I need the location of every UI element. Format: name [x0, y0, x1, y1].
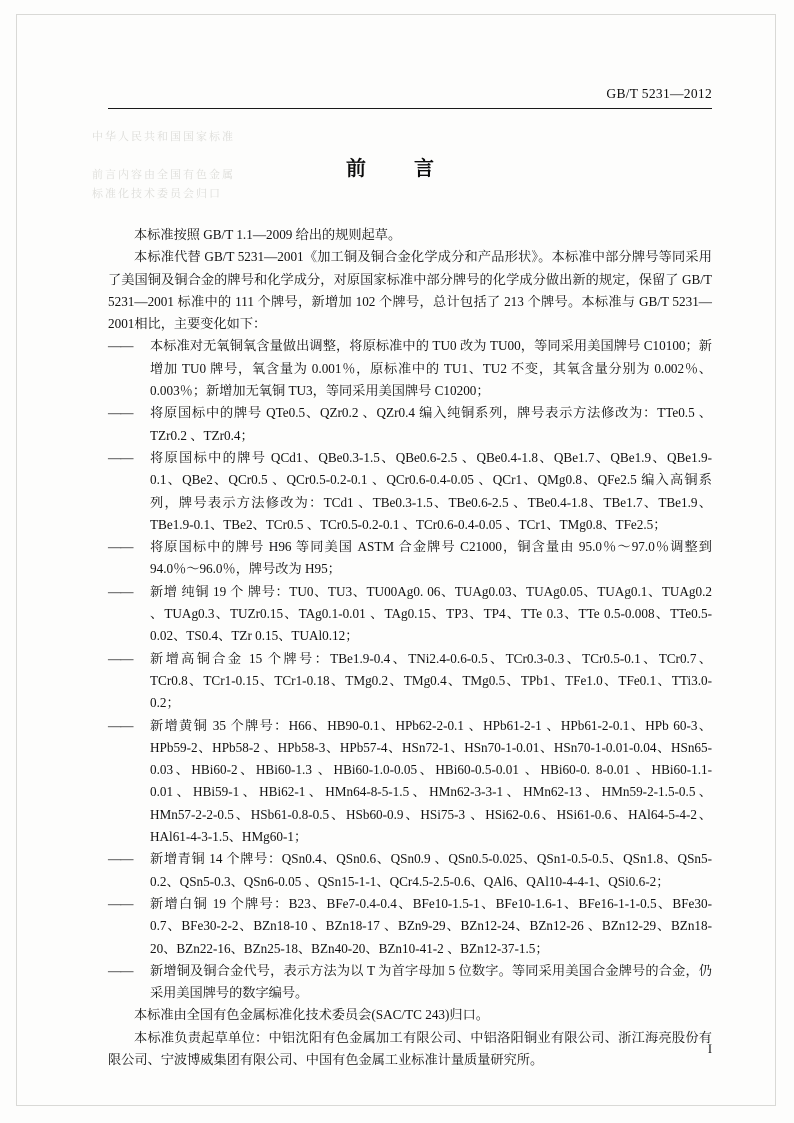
change-item [108, 648, 712, 715]
change-item [108, 536, 712, 581]
em-dash-marker: —— [108, 405, 133, 421]
header-standard-code: GB/T 5231—2012 [606, 86, 712, 101]
watermark-text: 中华人民共和国国家标准 前言内容由全国有色金属 标准化技术委员会归口 [92, 131, 235, 200]
header-divider [108, 108, 712, 109]
change-item [108, 335, 712, 402]
change-item-text: 新增黄铜 35 个牌号：H66、HB90-0.1、HPb62-2-0.1 、HPb61-2-1 、HPb61-2-0.1、HPb 60-3、HPb59-2、HPb58-2 、HPb58-3、HPb57-4、HSn72-1、HSn70-1-0.01、HSn70-1-0.01-0.04、HSn65-0.03、HBi60-2、HBi60-1.3 、HBi60-1.0-0.05、HBi60-0.5-0.01 、HBi60-0. 8-0.01 、HBi60-1.1-0.01、HBi59-1、HBi62-1、HMn64-8-5-1.5、HMn62-3-3-1、HMn62-13、HMn59-2-1.5-0.5、HMn57-2-2-0.5、HSb61-0.8-0.5、HSb60-0.9、HSi75-3 、HSi62-0.6、HSi61-0.6、HAl64-5-4-2、HAl61-4-3-1.5、HMg60-1； [150, 717, 712, 845]
page-title: 前 言 [346, 156, 448, 180]
change-item [108, 447, 712, 536]
paragraph-1: 本标准按照 GB/T 1.1—2009 给出的规则起草。 [134, 227, 402, 242]
change-item-text: 新增铜及铜合金代号，表示方法为以 T 为首字母加 5 位数字。等同采用美国合金牌号的合金，仍采用美国牌号的数字编号。 [150, 962, 712, 1001]
change-item-text: 将原国标中的牌号 QTe0.5、QZr0.2 、QZr0.4 编入纯铜系列，牌号表示方法修改为：TTe0.5 、TZr0.2 、TZr0.4； [150, 405, 712, 443]
change-item-text: 将原国标中的牌号 H96 等同美国 ASTM 合金牌号 C21000，铜含量由 95.0％～97.0％调整到 94.0％～96.0％，牌号改为 H95； [150, 539, 712, 577]
em-dash-marker: —— [108, 583, 133, 599]
change-item-text: 本标准对无氧铜氧含量做出调整，将原标准中的 TU0 改为 TU00，等同采用美国牌号 C10100；新增加 TU0 牌号，氧含量为 0.001％，原标准中的 TU1、TU2 不变，其氧含量分别为 0.002％、0.003％；新增加无氧铜 TU3，等同采用美国牌号 C10200； [150, 338, 712, 399]
page-number: I [707, 1042, 712, 1056]
paragraph-owner: 本标准由全国有色金属标准化技术委员会(SAC/TC 243)归口。 [134, 1007, 489, 1023]
change-item-text: 新增白铜 19 个牌号：B23、BFe7-0.4-0.4、BFe10-1.5-1、BFe10-1.6-1、BFe16-1-1-0.5、BFe30-0.7、BFe30-2-2、BZn18-10 、BZn18-17 、BZn9-29、BZn12-24、BZn12-26 、BZn12-29、BZn18-20、BZn22-16、BZn25-18、BZn40-20、BZn10-41-2 、BZn12-37-1.5； [150, 895, 712, 956]
em-dash-marker: —— [108, 717, 133, 733]
paragraph-2: 本标准代替 GB/T 5231—2001《加工铜及铜合金化学成分和产品形状》。本标准中部分牌号等同采用了美国铜及铜合金的牌号和化学成分，对原国家标准中部分牌号的化学成分做出新的规定，保留了 GB/T 5231—2001 标准中的 111 个牌号，新增加 102 个牌号，总计包括了 213 个牌号。本标准与 GB/T 5231—2001相比，主要变化如下： [108, 249, 712, 332]
em-dash-marker: —— [108, 338, 133, 354]
change-item [108, 715, 712, 849]
change-item-text: 新增高铜合金 15 个牌号：TBe1.9-0.4、TNi2.4-0.6-0.5、TCr0.3-0.3、TCr0.5-0.1、TCr0.7、TCr0.8、TCr1-0.15、TCr1-0.18、TMg0.2、TMg0.4、TMg0.5、TPb1、TFe1.0、TFe0.1、TTi3.0-0.2； [150, 650, 712, 711]
em-dash-marker: —— [108, 539, 133, 555]
em-dash-marker: —— [108, 650, 133, 666]
change-item-text: 将原国标中的牌号 QCd1、QBe0.3-1.5、QBe0.6-2.5 、QBe0.4-1.8、QBe1.7、QBe1.9、QBe1.9-0.1、QBe2、QCr0.5 、QCr0.5-0.2-0.1 、QCr0.6-0.4-0.05 、QCr1、QMg0.8、QFe2.5 编入高铜系列，牌号表示方法修改为：TCd1 、TBe0.3-1.5、TBe0.6-2.5 、TBe0.4-1.8、TBe1.7、TBe1.9、TBe1.9-0.1、TBe2、TCr0.5 、TCr0.5-0.2-0.1 、TCr0.6-0.4-0.05 、TCr1、TMg0.8、TFe2.5； [150, 449, 712, 532]
change-item [108, 960, 712, 1005]
change-item-text: 新增 纯铜 19 个 牌号：TU0、TU3、TU00Ag0. 06、TUAg0.03、TUAg0.05、TUAg0.1、TUAg0.2 、TUAg0.3、TUZr0.15、TAg0.1-0.01 、TAg0.15、TP3、TP4、TTe 0.3、TTe 0.5-0.008、TTe0.5-0.02、TS0.4、TZr 0.15、TUAl0.12； [150, 583, 712, 644]
change-item-text: 新增青铜 14 个牌号：QSn0.4、QSn0.6、QSn0.9 、QSn0.5-0.025、QSn1-0.5-0.5、QSn1.8、QSn5-0.2、QSn5-0.3、QSn6-0.05 、QSn15-1-1、QCr4.5-2.5-0.6、QAl6、QAl10-4-4-1、QSi0.6-2； [150, 851, 712, 889]
change-item [108, 848, 712, 893]
document-body [108, 224, 712, 1071]
paragraph-drafters: 本标准负责起草单位：中铝沈阳有色金属加工有限公司、中铝洛阳铜业有限公司、浙江海亮股份有限公司、宁波博威集团有限公司、中国有色金属工业标准计量质量研究所。 [108, 1029, 712, 1067]
change-item [108, 581, 712, 648]
change-item [108, 893, 712, 960]
change-item [108, 402, 712, 447]
em-dash-marker: —— [108, 851, 133, 867]
em-dash-marker: —— [108, 895, 133, 911]
em-dash-marker: —— [108, 449, 133, 465]
em-dash-marker: —— [108, 962, 133, 978]
